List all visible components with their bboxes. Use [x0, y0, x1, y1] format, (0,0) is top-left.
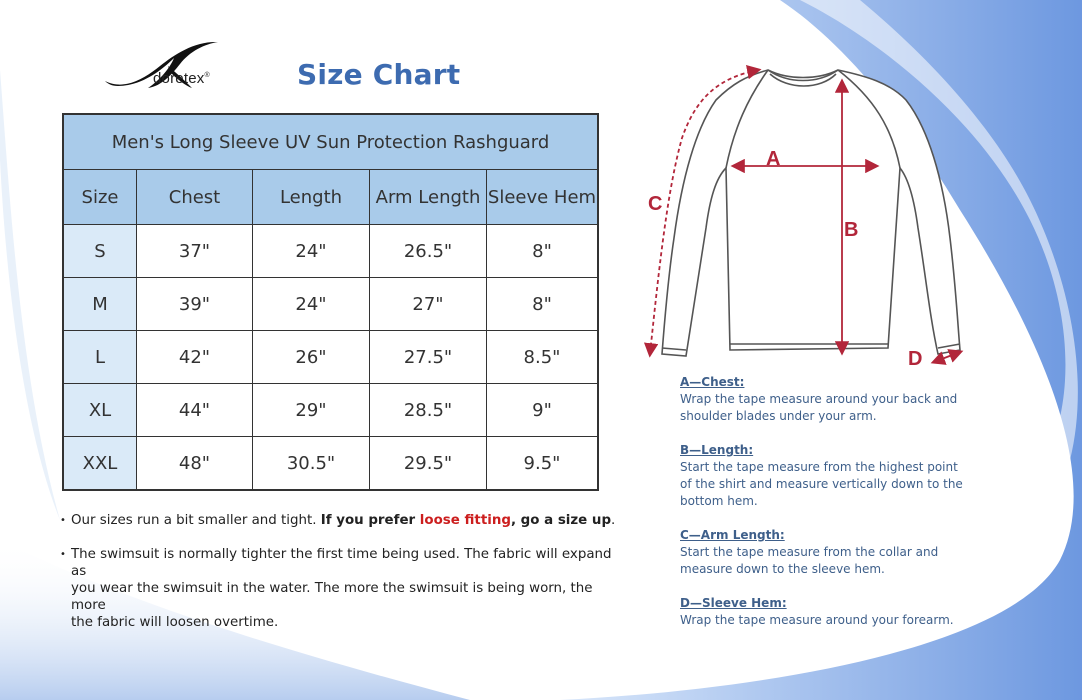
- brand-logo-text: doretex®: [153, 70, 210, 87]
- label-a: A: [766, 148, 781, 170]
- guide-chest: A—Chest: Wrap the tape measure around your back and shoulder blades under your arm.: [680, 375, 958, 423]
- arm-length-cell: 27.5": [370, 331, 487, 384]
- note-fabric: • The swimsuit is normally tighter the first time being used. The fabric will expand as you wear the swimsuit in the water. The more the swimsuit is being worn, the more the fabric will loosen overtime.: [60, 547, 612, 630]
- length-cell: 24": [253, 225, 370, 278]
- chest-cell: 39": [137, 278, 253, 331]
- size-cell: S: [63, 225, 137, 278]
- size-cell: XL: [63, 384, 137, 437]
- length-cell: 29": [253, 384, 370, 437]
- sleeve-hem-cell: 9.5": [487, 437, 599, 491]
- sleeve-hem-cell: 8": [487, 225, 599, 278]
- arm-length-cell: 26.5": [370, 225, 487, 278]
- table-row: [63, 437, 598, 491]
- sleeve-hem-cell: 8": [487, 278, 599, 331]
- column-header-sleeve-hem: Sleeve Hem: [487, 170, 599, 225]
- label-d: D: [908, 348, 923, 370]
- column-header-length: Length: [253, 170, 370, 225]
- length-cell: 26": [253, 331, 370, 384]
- brand-logo-swoosh: [100, 36, 260, 96]
- column-header-size: Size: [63, 170, 137, 225]
- note-fit: • Our sizes run a bit smaller and tight. If you prefer loose fitting, go a size up.: [60, 513, 616, 528]
- table-row: [63, 278, 598, 331]
- label-b: B: [844, 219, 859, 241]
- length-cell: 24": [253, 278, 370, 331]
- page-title: Size Chart: [297, 58, 461, 91]
- chest-cell: 42": [137, 331, 253, 384]
- size-cell: L: [63, 331, 137, 384]
- fit-notes: [60, 512, 630, 648]
- length-cell: 30.5": [253, 437, 370, 491]
- chest-cell: 44": [137, 384, 253, 437]
- guide-arm-length: C—Arm Length: Start the tape measure from the collar and measure down to the sleeve hem.: [680, 528, 939, 576]
- table-row: [63, 225, 598, 278]
- sleeve-hem-cell: 8.5": [487, 331, 599, 384]
- measurement-guide: [680, 374, 970, 646]
- table-caption: Men's Long Sleeve UV Sun Protection Rashguard: [63, 114, 598, 170]
- size-cell: XXL: [63, 437, 137, 491]
- chest-cell: 48": [137, 437, 253, 491]
- size-cell: M: [63, 278, 137, 331]
- guide-length: B—Length: Start the tape measure from the highest point of the shirt and measure vertically down to the bottom hem.: [680, 443, 963, 508]
- sleeve-hem-cell: 9": [487, 384, 599, 437]
- size-table: [62, 113, 599, 491]
- arm-length-cell: 27": [370, 278, 487, 331]
- chest-cell: 37": [137, 225, 253, 278]
- arm-length-cell: 28.5": [370, 384, 487, 437]
- bullet-icon: •: [60, 549, 66, 560]
- shirt-measurement-diagram: [638, 58, 968, 373]
- arm-length-cell: 29.5": [370, 437, 487, 491]
- table-row: [63, 384, 598, 437]
- label-c: C: [648, 193, 663, 215]
- column-header-arm-length: Arm Length: [370, 170, 487, 225]
- bullet-icon: •: [60, 515, 66, 526]
- guide-sleeve-hem: D—Sleeve Hem: Wrap the tape measure around your forearm.: [680, 596, 954, 627]
- table-row: [63, 331, 598, 384]
- column-header-chest: Chest: [137, 170, 253, 225]
- shirt-outline: [662, 70, 960, 356]
